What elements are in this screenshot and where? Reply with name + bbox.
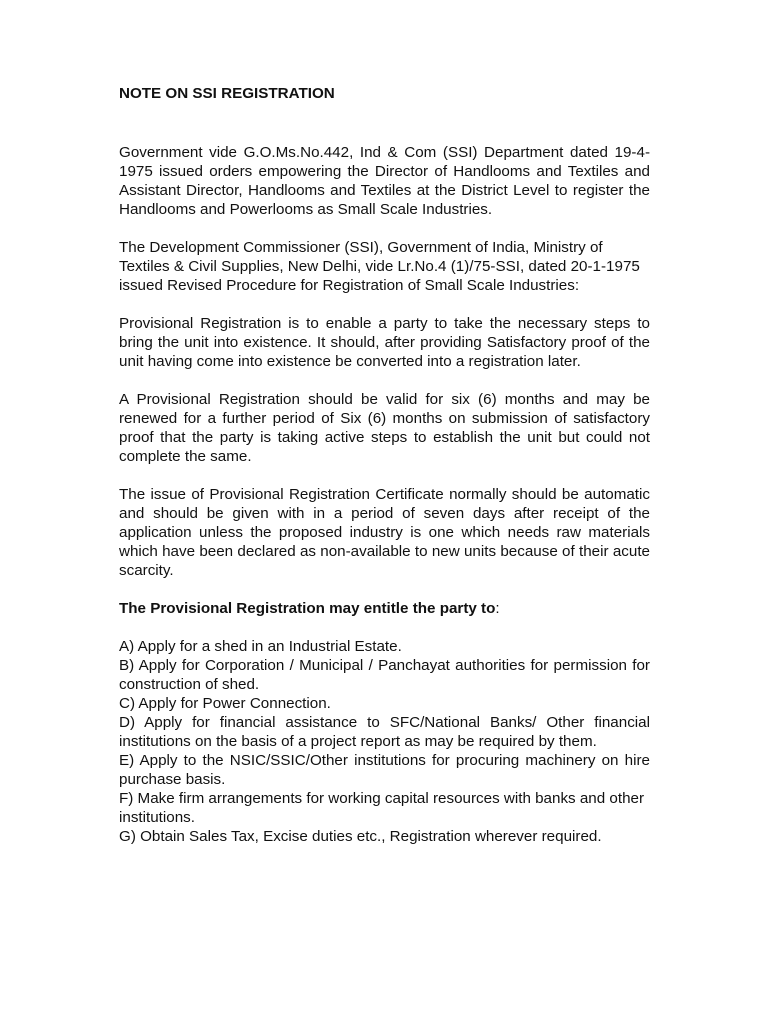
list-item: E) Apply to the NSIC/SSIC/Other institutions for procuring machinery on hire purchase basis. (119, 752, 650, 788)
document-title: NOTE ON SSI REGISTRATION (119, 85, 335, 102)
entitlement-heading (119, 599, 650, 618)
entitlement-heading-bold: The Provisional Registration may entitle the party to (119, 600, 496, 617)
list-item: C) Apply for Power Connection. (119, 695, 331, 712)
paragraph-development-commissioner: The Development Commissioner (SSI), Government of India, Ministry of Textiles & Civil Supplies, New Delhi, vide Lr.No.4 (1)/75-SSI, dated 20-1-1975 issued Revised Procedure for Registration of Small Scale Industries: (119, 239, 640, 294)
list-item: G) Obtain Sales Tax, Excise duties etc., Registration wherever required. (119, 828, 602, 845)
paragraph-certificate-issue: The issue of Provisional Registration Certificate normally should be automatic and should be given with in a period of seven days after receipt of the application unless the proposed industry is one which needs raw materials which have been declared as non-available to new units because of their acute scarcity. (119, 486, 650, 579)
paragraph-validity: A Provisional Registration should be valid for six (6) months and may be renewed for a further period of Six (6) months on submission of satisfactory proof that the party is taking active steps to establish the unit but could not complete the same. (119, 391, 650, 465)
list-item: B) Apply for Corporation / Municipal / Panchayat authorities for permission for construction of shed. (119, 657, 650, 693)
paragraph-provisional-registration: Provisional Registration is to enable a party to take the necessary steps to bring the unit into existence. It should, after providing Satisfactory proof of the unit having come into existence be converted into a registration later. (119, 315, 650, 370)
list-item: F) Make firm arrangements for working capital resources with banks and other institutions. (119, 790, 645, 826)
list-item: A) Apply for a shed in an Industrial Estate. (119, 638, 402, 655)
document-body (119, 84, 650, 846)
paragraph-government-order: Government vide G.O.Ms.No.442, Ind & Com (SSI) Department dated 19-4-1975 issued orders empowering the Director of Handlooms and Textiles and Assistant Director, Handlooms and Textiles at the District Level to register the Handlooms and Powerlooms as Small Scale Industries. (119, 144, 650, 218)
entitlement-list (119, 637, 650, 846)
entitlement-heading-colon: : (495, 600, 500, 617)
list-item: D) Apply for financial assistance to SFC/National Banks/ Other financial institutions on the basis of a project report as may be required by them. (119, 714, 650, 750)
